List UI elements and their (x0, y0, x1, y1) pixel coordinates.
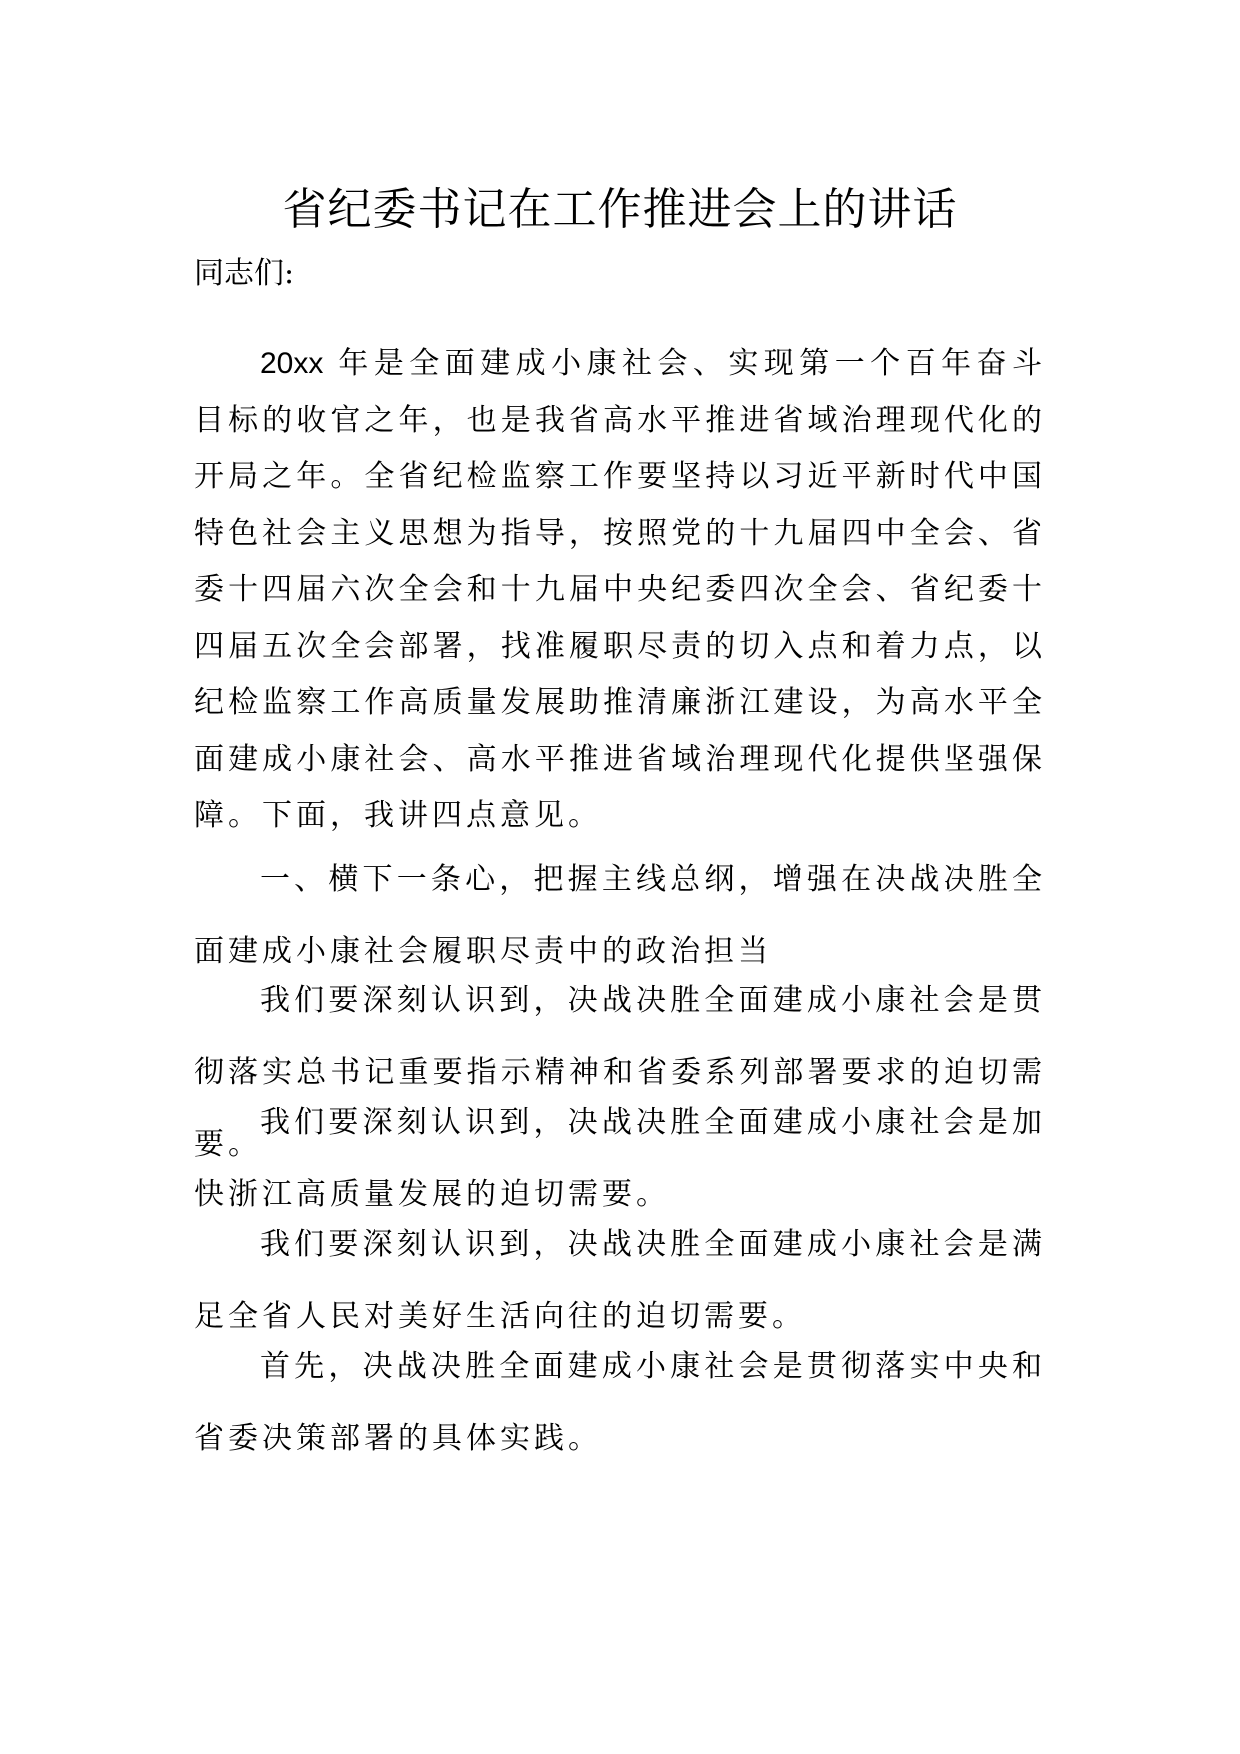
intro-year: 20xx (260, 347, 324, 380)
body-paragraph-1: 我们要深刻认识到，决战决胜全面建成小康社会是贯彻落实总书记重要指示精神和省委系列部署要求的迫切需要。 (194, 983, 1046, 1162)
section-heading-one: 一、横下一条心，把握主线总纲，增强在决战决胜全面建成小康社会履职尽责中的政治担当 (194, 862, 1046, 969)
intro-paragraph (194, 336, 1046, 845)
intro-text: 年是全面建成小康社会、实现第一个百年奋斗目标的收官之年，也是我省高水平推进省域治理现代化的开局之年。全省纪检监察工作要坚持以习近平新时代中国特色社会主义思想为指导，按照党的十九届四中全会、省委十四届六次全会和十九届中央纪委四次全会、省纪委十四届五次全会部署，找准履职尽责的切入点和着力点，以纪检监察工作高质量发展助推清廉浙江建设，为高水平全面建成小康社会、高水平推进省域治理现代化提供坚强保障。下面，我讲四点意见。 (194, 346, 1046, 833)
body-paragraph-2: 我们要深刻认识到，决战决胜全面建成小康社会是加快浙江高质量发展的迫切需要。 (194, 1105, 1046, 1212)
body-paragraph-3: 我们要深刻认识到，决战决胜全面建成小康社会是满足全省人民对美好生活向往的迫切需要。 (194, 1227, 1046, 1334)
salutation: 同志们: (194, 256, 295, 291)
document-title: 省纪委书记在工作推进会上的讲话 (282, 184, 958, 235)
body-paragraph-4: 首先，决战决胜全面建成小康社会是贯彻落实中央和省委决策部署的具体实践。 (194, 1349, 1046, 1456)
